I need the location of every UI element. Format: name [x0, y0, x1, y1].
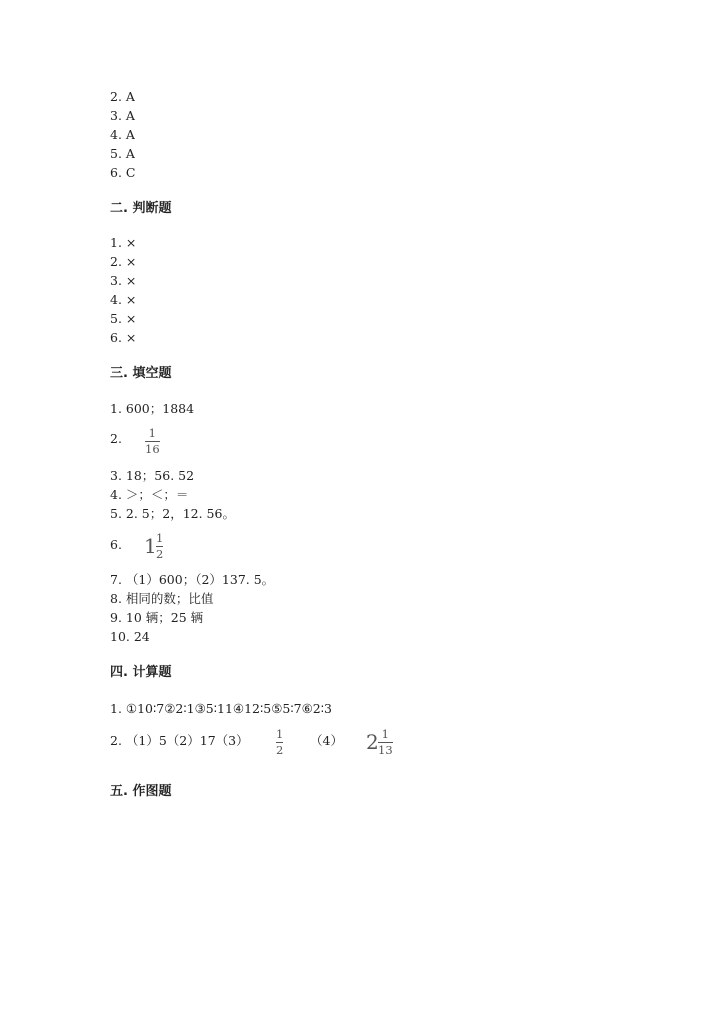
calc-answer-2-part4-whole: 2	[366, 730, 379, 754]
calc-answer-2-part4-fraction	[378, 728, 393, 757]
fill-answer-7: 7. （1）600；（2）137. 5。	[110, 572, 275, 587]
fill-answer-4: 4. ＞；＜；＝	[110, 487, 189, 502]
section-heading-judgement: 二. 判断题	[110, 201, 172, 216]
fraction-numerator: 1	[276, 727, 284, 741]
choice-answer-6: 6. C	[110, 165, 136, 180]
fill-answer-2-label: 2.	[110, 431, 122, 446]
judgement-answer-5: 5. ×	[110, 311, 137, 326]
calc-answer-2-prefix: 2. （1）5（2）17（3）	[110, 733, 249, 748]
fill-answer-5: 5. 2. 5；2，12. 56。	[110, 506, 235, 521]
fill-answer-9: 9. 10 辆；25 辆	[110, 610, 204, 625]
fill-answer-3: 3. 18；56. 52	[110, 468, 195, 483]
judgement-answer-2: 2. ×	[110, 254, 137, 269]
section-heading-drawing: 五. 作图题	[110, 784, 172, 799]
fill-answer-1: 1. 600；1884	[110, 401, 195, 416]
choice-answer-5: 5. A	[110, 146, 135, 161]
fraction-denominator: 16	[145, 442, 160, 456]
section-heading-calculation: 四. 计算题	[110, 665, 172, 680]
fraction-numerator: 1	[156, 531, 164, 545]
fill-answer-6-label: 6.	[110, 537, 122, 552]
calc-answer-1: 1. ①10∶7②2∶1③5∶11④12∶5⑤5∶7⑥2∶3	[110, 701, 332, 716]
fraction-denominator: 2	[276, 743, 284, 757]
judgement-answer-4: 4. ×	[110, 292, 137, 307]
calc-answer-2-part3-fraction	[276, 728, 283, 757]
judgement-answer-3: 3. ×	[110, 273, 137, 288]
choice-answer-2: 2. A	[110, 89, 135, 104]
fill-answer-10: 10. 24	[110, 629, 150, 644]
fraction-denominator: 13	[378, 743, 393, 757]
calc-answer-2-part4-label: （4）	[310, 733, 343, 748]
judgement-answer-6: 6. ×	[110, 330, 137, 345]
choice-answer-3: 3. A	[110, 108, 135, 123]
fraction-numerator: 1	[381, 727, 389, 741]
choice-answer-4: 4. A	[110, 127, 135, 142]
fill-answer-6-fraction	[156, 532, 163, 561]
fill-answer-6-whole: 1	[144, 534, 157, 558]
fraction-denominator: 2	[156, 547, 164, 561]
fraction-numerator: 1	[148, 426, 156, 440]
section-heading-fill-blank: 三. 填空题	[110, 366, 172, 381]
fill-answer-2-fraction	[145, 427, 160, 456]
judgement-answer-1: 1. ×	[110, 235, 137, 250]
fill-answer-8: 8. 相同的数；比值	[110, 591, 214, 606]
